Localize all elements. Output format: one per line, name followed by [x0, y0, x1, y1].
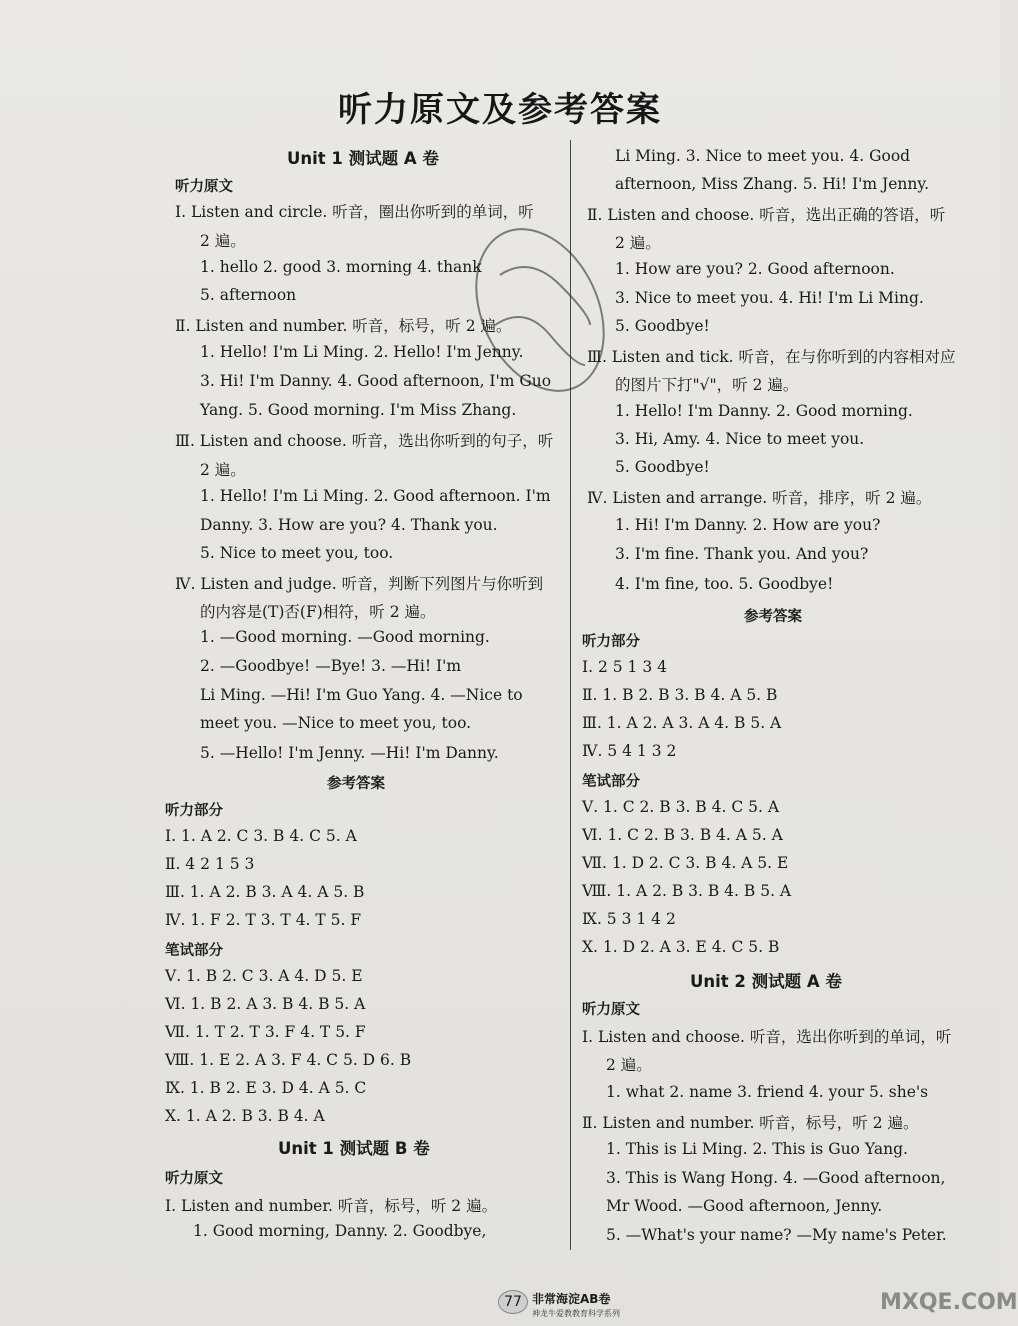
subheading-listen-text: 听力原文 — [175, 179, 233, 195]
text-line: 1. —Good morning. —Good morning. — [200, 628, 490, 646]
text-line: 2 遍。 — [615, 234, 661, 252]
text-line: 4. I'm fine, too. 5. Goodbye! — [615, 575, 834, 593]
subheading-written-part: 笔试部分 — [165, 943, 223, 959]
answer-line: Ⅹ. 1. D 2. A 3. E 4. C 5. B — [582, 938, 780, 956]
subheading-listening-part: 听力部分 — [582, 634, 640, 650]
section-title-answers: 参考答案 — [327, 776, 385, 792]
text-line: 2 遍。 — [200, 232, 246, 250]
text-line: 1. Hello! I'm Danny. 2. Good morning. — [615, 402, 913, 420]
text-line: 3. I'm fine. Thank you. And you? — [615, 545, 869, 563]
answer-line: Ⅲ. 1. A 2. A 3. A 4. B 5. A — [582, 714, 782, 732]
text-line: Ⅲ. Listen and choose. 听音，选出你听到的句子，听 — [175, 432, 554, 450]
text-line: meet you. —Nice to meet you, too. — [200, 714, 472, 732]
text-line: 5. —Hello! I'm Jenny. —Hi! I'm Danny. — [200, 744, 499, 762]
answer-line: Ⅵ. 1. C 2. B 3. B 4. A 5. A — [582, 826, 783, 844]
text-line: Ⅱ. Listen and number. 听音，标号，听 2 遍。 — [582, 1114, 919, 1132]
text-line: 5. afternoon — [200, 286, 297, 304]
text-line: Yang. 5. Good morning. I'm Miss Zhang. — [200, 401, 517, 419]
text-line: 2. —Goodbye! —Bye! 3. —Hi! I'm — [200, 657, 462, 675]
text-line: Ⅰ. Listen and number. 听音，标号，听 2 遍。 — [165, 1197, 498, 1215]
answer-line: Ⅷ. 1. A 2. B 3. B 4. B 5. A — [582, 882, 792, 900]
text-line: 1. what 2. name 3. friend 4. your 5. she's — [606, 1083, 929, 1101]
text-line: Li Ming. 3. Nice to meet you. 4. Good — [615, 147, 911, 165]
watermark-text: MXQE.COM — [880, 1290, 1018, 1315]
section-title-unit1b: Unit 1 测试题 B 卷 — [278, 1139, 430, 1158]
text-line: Ⅳ. Listen and judge. 听音，判断下列图片与你听到 — [175, 575, 544, 593]
text-line: 2 遍。 — [200, 461, 246, 479]
text-line: 3. Hi! I'm Danny. 4. Good afternoon, I'm Guo — [200, 372, 552, 390]
answer-line: Ⅸ. 1. B 2. E 3. D 4. A 5. C — [165, 1079, 367, 1097]
answer-line: Ⅶ. 1. T 2. T 3. F 4. T 5. F — [165, 1023, 366, 1041]
page-title: 听力原文及参考答案 — [338, 90, 662, 130]
subheading-written-part: 笔试部分 — [582, 774, 640, 790]
answer-line: Ⅶ. 1. D 2. C 3. B 4. A 5. E — [582, 854, 789, 872]
text-line: 3. This is Wang Hong. 4. —Good afternoon, — [606, 1169, 946, 1187]
text-line: 的内容是(T)否(F)相符，听 2 遍。 — [200, 603, 436, 621]
text-line: Li Ming. —Hi! I'm Guo Yang. 4. —Nice to — [200, 686, 523, 704]
text-line: Mr Wood. —Good afternoon, Jenny. — [606, 1197, 883, 1215]
text-line: afternoon, Miss Zhang. 5. Hi! I'm Jenny. — [615, 175, 930, 193]
text-line: 1. How are you? 2. Good afternoon. — [615, 260, 895, 278]
text-line: Ⅰ. Listen and circle. 听音，圈出你听到的单词，听 — [175, 203, 534, 221]
series-subtitle: 神龙牛爱教教育科学系列 — [532, 1309, 620, 1318]
subheading-listening-part: 听力部分 — [165, 803, 223, 819]
text-line: 1. Good morning, Danny. 2. Goodbye, — [193, 1222, 487, 1240]
answer-line: Ⅷ. 1. E 2. A 3. F 4. C 5. D 6. B — [165, 1051, 412, 1069]
text-line: 2 遍。 — [606, 1056, 652, 1074]
text-line: 5. Nice to meet you, too. — [200, 544, 394, 562]
text-line: 5. —What's your name? —My name's Peter. — [606, 1226, 947, 1244]
text-line: Ⅲ. Listen and tick. 听音，在与你听到的内容相对应 — [587, 348, 956, 366]
text-line: Ⅰ. Listen and choose. 听音，选出你听到的单词，听 — [582, 1028, 952, 1046]
answer-line: Ⅴ. 1. B 2. C 3. A 4. D 5. E — [165, 967, 363, 985]
answer-line: Ⅱ. 1. B 2. B 3. B 4. A 5. B — [582, 686, 778, 704]
text-line: 1. hello 2. good 3. morning 4. thank — [200, 258, 482, 276]
text-line: 1. Hello! I'm Li Ming. 2. Good afternoon. I'm — [200, 487, 551, 505]
text-line: Ⅳ. Listen and arrange. 听音，排序，听 2 遍。 — [587, 489, 932, 507]
answer-line: Ⅲ. 1. A 2. B 3. A 4. A 5. B — [165, 883, 365, 901]
answer-line: Ⅸ. 5 3 1 4 2 — [582, 910, 676, 928]
answer-line: Ⅴ. 1. C 2. B 3. B 4. C 5. A — [582, 798, 780, 816]
answer-line: Ⅱ. 4 2 1 5 3 — [165, 855, 255, 873]
text-line: 5. Goodbye! — [615, 317, 710, 335]
text-line: 1. This is Li Ming. 2. This is Guo Yang. — [606, 1140, 908, 1158]
text-line: 的图片下打"√"，听 2 遍。 — [615, 376, 799, 394]
answer-line: Ⅹ. 1. A 2. B 3. B 4. A — [165, 1107, 325, 1125]
text-line: Danny. 3. How are you? 4. Thank you. — [200, 516, 498, 534]
text-line: 3. Hi, Amy. 4. Nice to meet you. — [615, 430, 865, 448]
subheading-listen-text: 听力原文 — [582, 1002, 640, 1018]
text-line: Ⅱ. Listen and choose. 听音，选出正确的答语，听 — [587, 206, 946, 224]
text-line: 1. Hi! I'm Danny. 2. How are you? — [615, 516, 881, 534]
text-line: 3. Nice to meet you. 4. Hi! I'm Li Ming. — [615, 289, 924, 307]
series-title: 非常海淀AB卷 — [532, 1292, 611, 1306]
section-title-unit2a: Unit 2 测试题 A 卷 — [690, 972, 842, 991]
text-line: Ⅱ. Listen and number. 听音，标号，听 2 遍。 — [175, 317, 512, 335]
text-line: 5. Goodbye! — [615, 458, 710, 476]
subheading-listen-text: 听力原文 — [165, 1171, 223, 1187]
section-title-answers: 参考答案 — [744, 609, 802, 625]
section-title-unit1a: Unit 1 测试题 A 卷 — [287, 149, 439, 168]
answer-line: Ⅳ. 1. F 2. T 3. T 4. T 5. F — [165, 911, 362, 929]
answer-line: Ⅵ. 1. B 2. A 3. B 4. B 5. A — [165, 995, 366, 1013]
page-number: 77 — [498, 1290, 528, 1314]
answer-line: Ⅳ. 5 4 1 3 2 — [582, 742, 677, 760]
text-line: 1. Hello! I'm Li Ming. 2. Hello! I'm Jenny. — [200, 343, 524, 361]
answer-line: Ⅰ. 2 5 1 3 4 — [582, 658, 667, 676]
answer-line: Ⅰ. 1. A 2. C 3. B 4. C 5. A — [165, 827, 357, 845]
